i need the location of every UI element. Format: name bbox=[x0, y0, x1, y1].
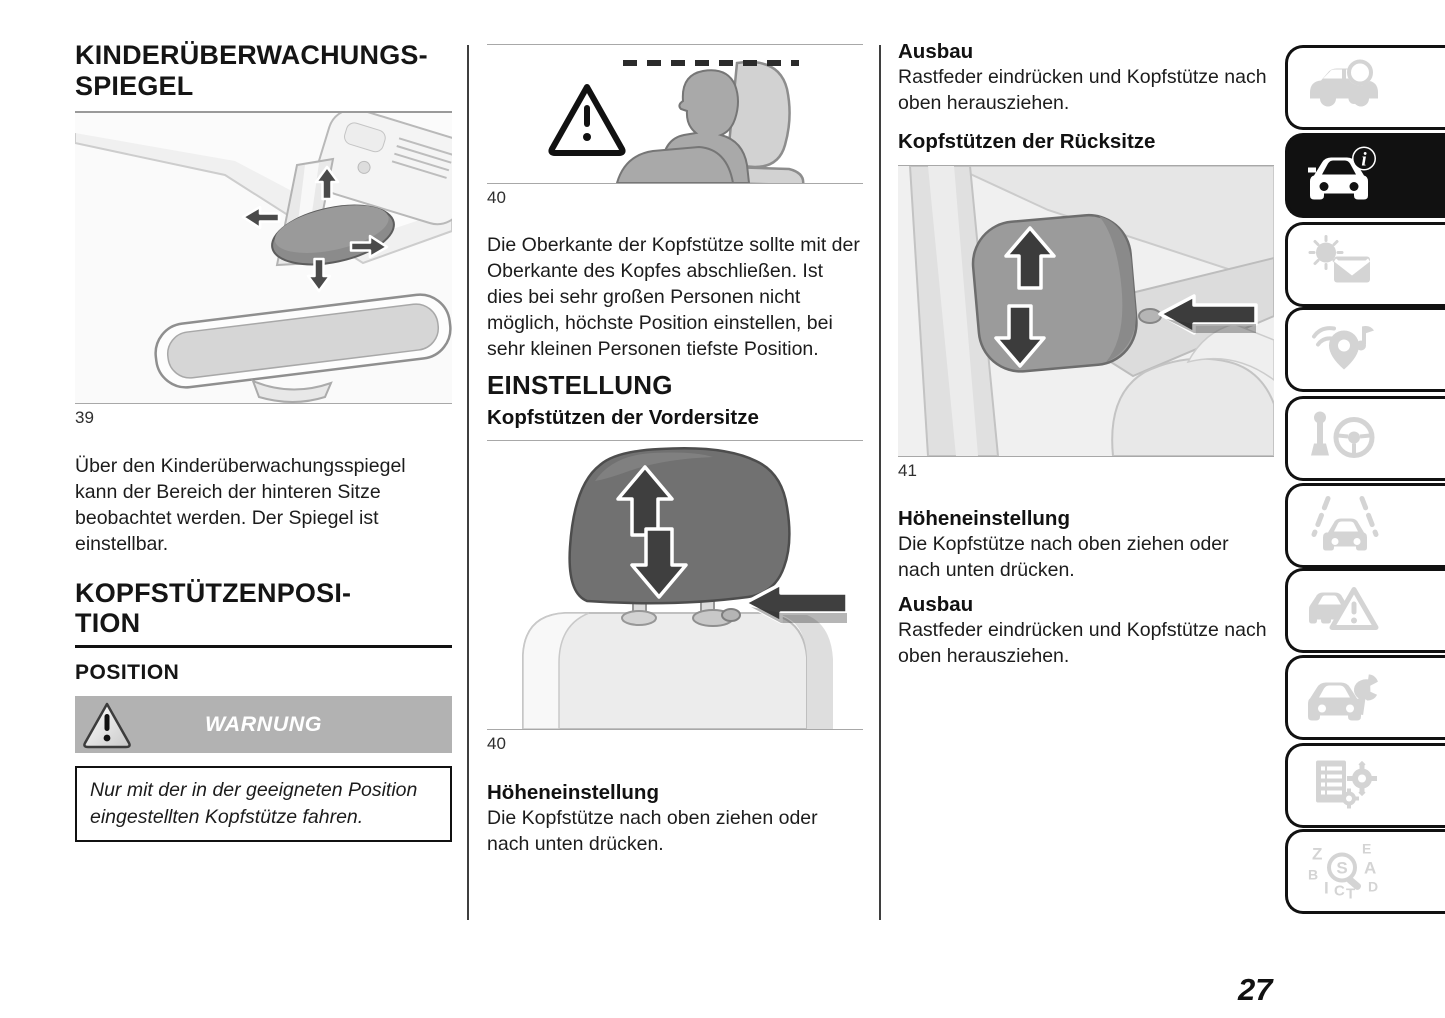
svg-text:T: T bbox=[1346, 885, 1356, 899]
svg-text:E: E bbox=[1362, 840, 1372, 856]
tab-vehicle-overview[interactable] bbox=[1285, 45, 1445, 130]
tab-multimedia-navigation[interactable] bbox=[1285, 307, 1445, 392]
column-divider bbox=[467, 45, 469, 920]
headrest-top-edge-paragraph: Die Oberkante der Kopfstütze sollte mit der Oberkante des Kopfes abschließen. Ist dies bei sehr großen Personen nicht möglich, höchste Position einstellen, bei sehr kleinen Personen tiefste Position. bbox=[487, 234, 860, 360]
warning-label: WARNUNG bbox=[205, 712, 322, 736]
warning-triangle-icon bbox=[81, 700, 133, 755]
release-button bbox=[1139, 309, 1161, 323]
right-column bbox=[898, 0, 1274, 669]
document-gears-icon bbox=[1306, 754, 1384, 817]
sun-envelope-icon bbox=[1306, 234, 1384, 295]
tab-warning-lights-and-messages[interactable] bbox=[1285, 222, 1445, 307]
alphabet-search-icon bbox=[1306, 839, 1384, 904]
emergency-triangle-car-icon bbox=[1306, 579, 1384, 642]
tab-alphabetical-index[interactable] bbox=[1285, 829, 1445, 914]
figure-caption: 40 bbox=[487, 188, 506, 207]
divider bbox=[487, 183, 863, 184]
mirror-paragraph: Über den Kinderüberwachungsspiegel kann der Bereich der hinteren Sitze beobachtet werden. Der Spiegel ist einstellbar. bbox=[75, 455, 406, 555]
figure-41-rear-headrest-illustration bbox=[898, 166, 1274, 456]
left-column bbox=[75, 0, 452, 842]
removal-heading: Ausbau bbox=[898, 40, 974, 63]
svg-text:S: S bbox=[1336, 858, 1348, 877]
release-button bbox=[722, 609, 740, 621]
rear-headrests-heading: Kopfstützen der Rücksitze bbox=[898, 130, 1156, 153]
gear-lever-steering-wheel-icon bbox=[1306, 407, 1384, 470]
figure-caption: 41 bbox=[898, 461, 917, 480]
middle-column bbox=[487, 0, 863, 857]
svg-text:B: B bbox=[1308, 866, 1319, 882]
tab-technical-data[interactable] bbox=[1285, 743, 1445, 828]
note-box: Nur mit der in der geeigneten Position eingestellten Kopfstütze fahren. bbox=[75, 766, 452, 842]
divider bbox=[75, 645, 452, 648]
adjustment-heading: EINSTELLUNG bbox=[487, 370, 673, 400]
figure-caption: 39 bbox=[75, 408, 94, 427]
tab-starting-and-driving[interactable] bbox=[1285, 396, 1445, 481]
height-adjust-text: Die Kopfstütze nach oben ziehen oder nach unten drücken. bbox=[898, 533, 1229, 581]
divider bbox=[898, 456, 1274, 457]
svg-text:I: I bbox=[1324, 878, 1329, 897]
tab-vehicle-information[interactable] bbox=[1285, 133, 1445, 218]
figure-40-front-headrest-illustration bbox=[487, 441, 863, 729]
tab-in-an-emergency[interactable] bbox=[1285, 568, 1445, 653]
height-adjust-text: Die Kopfstütze nach oben ziehen oder nach unten drücken. bbox=[487, 807, 818, 855]
car-wrench-icon bbox=[1306, 666, 1384, 729]
warning-box bbox=[75, 696, 452, 753]
lane-assist-car-icon bbox=[1306, 494, 1384, 557]
height-adjust-heading: Höheneinstellung bbox=[487, 781, 659, 804]
column-divider bbox=[879, 45, 881, 920]
car-info-icon bbox=[1306, 145, 1384, 206]
rearview-mirror-illustration bbox=[75, 113, 452, 403]
removal-heading-2: Ausbau bbox=[898, 593, 974, 616]
section-title-headrest: KOPFSTÜTZENPOSI- TION bbox=[75, 578, 352, 638]
divider bbox=[75, 403, 452, 404]
figure-39-mirror-illustration bbox=[75, 113, 452, 403]
headrest-height-diagram bbox=[487, 45, 863, 183]
position-subheading: POSITION bbox=[75, 661, 180, 684]
rear-headrest-diagram bbox=[898, 166, 1274, 456]
removal-text: Rastfeder eindrücken und Kopfstütze nach oben herausziehen. bbox=[898, 66, 1267, 114]
svg-text:D: D bbox=[1368, 878, 1379, 894]
front-headrests-subheading: Kopfstützen der Vordersitze bbox=[487, 406, 759, 429]
divider bbox=[487, 729, 863, 730]
figure-caption: 40 bbox=[487, 734, 506, 753]
height-adjust-heading: Höheneinstellung bbox=[898, 507, 1070, 530]
tab-service-and-maintenance[interactable] bbox=[1285, 655, 1445, 740]
navigation-pin-music-icon bbox=[1306, 318, 1384, 381]
section-title: KINDERÜBERWACHUNGS- SPIEGEL bbox=[75, 40, 428, 101]
front-headrest-diagram bbox=[487, 441, 863, 729]
removal-text-2: Rastfeder eindrücken und Kopfstütze nach oben herausziehen. bbox=[898, 619, 1267, 667]
svg-text:C: C bbox=[1334, 882, 1345, 899]
car-search-icon bbox=[1306, 58, 1384, 117]
figure-40-head-height-illustration bbox=[487, 45, 863, 183]
page-number: 27 bbox=[1238, 972, 1273, 1007]
svg-text:A: A bbox=[1364, 858, 1377, 877]
svg-text:i: i bbox=[1361, 149, 1367, 170]
svg-text:Z: Z bbox=[1312, 844, 1323, 863]
tab-driver-assistance[interactable] bbox=[1285, 483, 1445, 568]
